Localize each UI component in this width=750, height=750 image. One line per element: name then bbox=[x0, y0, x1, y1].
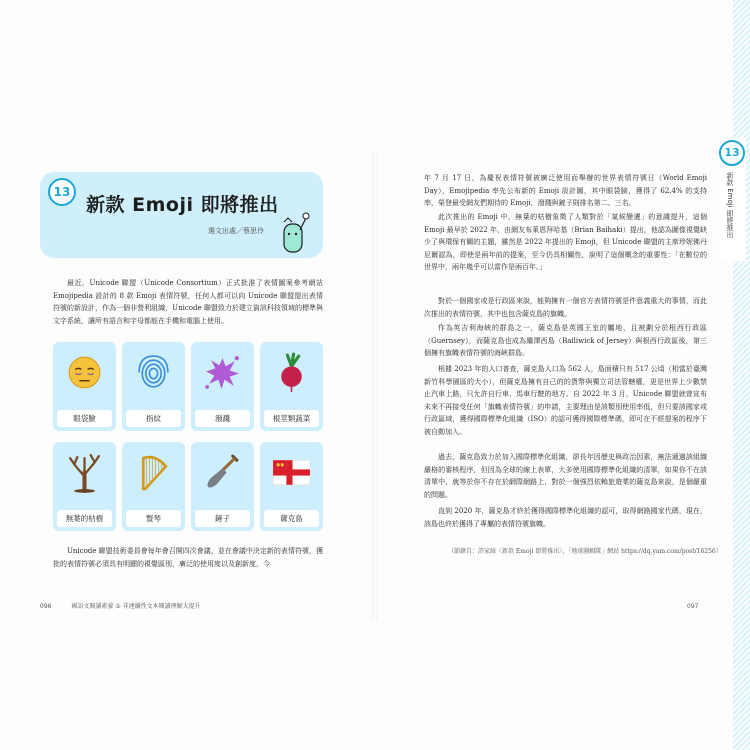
emoji-tile bbox=[122, 442, 185, 531]
shovel-icon bbox=[202, 452, 243, 493]
emoji-label: 指紋 bbox=[126, 410, 181, 427]
emoji-label: 無葉的枯樹 bbox=[57, 510, 112, 527]
emoji-tile bbox=[191, 442, 254, 531]
emoji-tile bbox=[260, 442, 323, 531]
splatter-icon bbox=[202, 352, 243, 393]
right-paragraph-6: 過去，薩克島致力於加入國際標準化組織，卻長年因歷史與政治因素，無法通過該組織嚴格的審核程序，但因為全球的線上表單，大多使用國際標準化組織的清單，如果你不在該清單中，就等於你不存在於網際網路上，對於一個強烈依賴旅遊業的薩克島來說，是個嚴重的問題。 bbox=[424, 453, 707, 499]
emoji-tile bbox=[260, 342, 323, 431]
right-paragraph-5: 根據 2023 年的人口普查，薩克島人口為 562 人，島面積只有 517 公頃（相當於臺灣新竹科學園區的大小），但薩克島擁有自己的的貨幣與獨立司法管轄權，更是世界上少數禁止汽車上路，只允許自行車、馬車行駛的地方。自 2022 年 3 月，Unicode 聯盟就曾宣布未來不再接受任何「旗幟表情符號」的申請，主要理由是該類別使用率低，但只要該國家或行政區域，獲得國際標準化組織（ISO）的認可獲得國際標準碼，即可在不經提案的程序下被自動加入。 bbox=[424, 365, 707, 436]
emoji-tile bbox=[53, 342, 116, 431]
emoji-label: 潑濺 bbox=[195, 410, 250, 427]
right-paragraph-4: 作為英吉利海峽的群島之一，薩克島是英國王室的屬地，且被劃分於根西行政區（Guernsey），而薩克島也成為繼澤西島（Bailiwick of Jersey）與根西行政區後，第三個擁有旗幟表情符號的海峽群島。 bbox=[424, 324, 707, 358]
emoji-label: 鏟子 bbox=[195, 510, 250, 527]
running-head: 國語文閱讀素養 ② 非連續性文本閱讀理解大提升 bbox=[71, 603, 201, 610]
emoji-label: 眼袋臉 bbox=[57, 410, 112, 427]
emoji-tile bbox=[122, 342, 185, 431]
root-vegetable-icon bbox=[271, 352, 312, 393]
right-paragraph-7: 直到 2020 年，薩克島才終於獲得國際標準化組織的認可，取得網路國家代碼，現在，該島也終於獲得了專屬的表情符號旗幟。 bbox=[424, 507, 707, 528]
right-paragraph-3: 對於一個國家或是行政區來說，能夠擁有一個官方表情符號是件意義重大的事情，而此次推出的表情符號，其中也包含薩克島的旗幟。 bbox=[424, 297, 707, 318]
mascot-figure-icon bbox=[276, 208, 310, 254]
right-page-number: 097 bbox=[687, 603, 699, 610]
side-chapter-title: 新款 Emoji 即將推出 bbox=[726, 172, 734, 238]
right-paragraph-1: 年 7 月 17 日，為慶祝表情符號被廣泛使用而舉辦的世界表情符號日（World Emoji Day），Emojipedia 率先公布新的 Emoji 設計圖，其中眼袋臉，獲得了 62.4% 的支持率，榮登最受網友們期待的 Emoji，潑濺與鏟子則排名第二、三名。 bbox=[424, 174, 707, 208]
emoji-tile bbox=[191, 342, 254, 431]
emoji-label: 根莖類蔬菜 bbox=[264, 410, 319, 427]
author-credit: 選文出處／蔡思伶 bbox=[208, 227, 264, 235]
fingerprint-icon bbox=[133, 352, 174, 393]
side-chapter-number: 13 bbox=[719, 140, 745, 166]
left-paragraph-2: Unicode 聯盟技術委員會每年會召開四次會議，並在會議中決定新的表情符號，獲批的表情符號必須具有明顯的視覺區別，廣泛的使用度以及創新度，今 bbox=[53, 547, 323, 568]
emoji-label: 豎琴 bbox=[126, 510, 181, 527]
chapter-title: 新款 Emoji 即將推出 bbox=[86, 194, 279, 216]
emoji-grid bbox=[53, 342, 323, 534]
side-decor-strip bbox=[733, 0, 750, 750]
left-footer bbox=[40, 603, 219, 611]
face-with-bags-under-eyes-icon bbox=[64, 352, 105, 393]
chapter-number-badge: 13 bbox=[48, 178, 76, 206]
source-citation: （節錄自：許家綺〈新款 Emoji 即將推出〉，「地球圖輯隊」網站 https://dq.yam.com/post/16256） bbox=[448, 548, 722, 555]
emoji-label: 薩克島 bbox=[264, 510, 319, 527]
left-paragraph-1: 最近，Unicode 聯盟（Unicode Consortium）正式批准了表情圖案參考網站 Emojipedia 設計的 8 款 Emoji 表情符號，任何人都可以向 Unicode 聯盟提出表情符號的新設計，作為一個非營利組織，Unicode 聯盟致力於建立資訊科技領域的標準與文字系統，讓所有語言和字母都能在手機和電腦上使用。 bbox=[53, 279, 323, 325]
emoji-tile bbox=[53, 442, 116, 531]
left-page-number: 096 bbox=[40, 603, 52, 610]
leafless-tree-icon bbox=[64, 452, 105, 493]
page-gutter bbox=[372, 150, 378, 620]
right-paragraph-2: 此次推出的 Emoji 中，無葉的枯樹象徵了人類對於「氣候變遷」的意識提升，這個 Emoji 最早於 2022 年，由網友布萊恩拜哈基（Brian Baihaki）提出，他認為圖像視覺缺少了與環保有關的主題，雖然是 2022 年提出的 Emoji，但 Unicode 聯盟的主席珍妮佛丹尼爾認為，即使是兩年前的提案，至今仍具相關性，說明了這個概念的重要性：「在數位的世界中，兩年幾乎可以當作是兩百年。」 bbox=[424, 213, 707, 272]
flag-sark-icon bbox=[271, 452, 312, 493]
harp-icon bbox=[133, 452, 174, 493]
